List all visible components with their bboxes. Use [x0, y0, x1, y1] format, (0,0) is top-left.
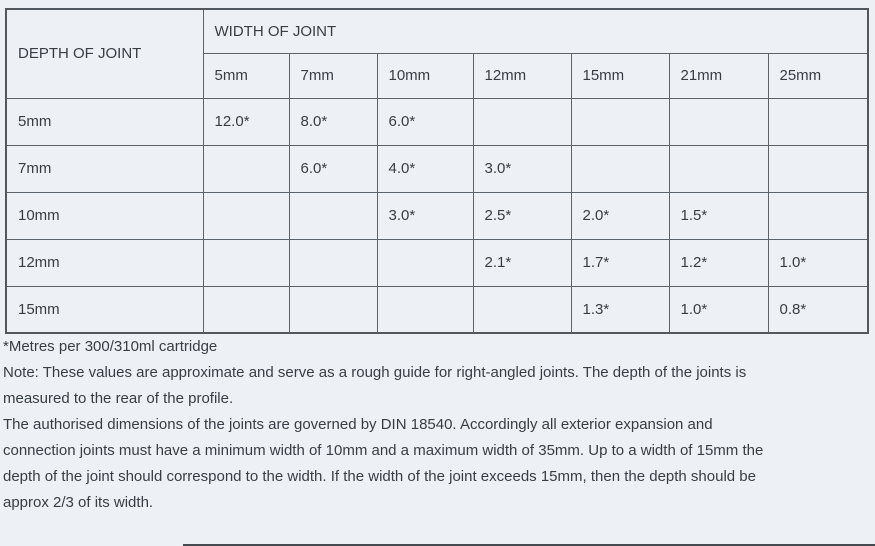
row-header-depth: 12mm: [6, 239, 203, 286]
row-header-depth: 10mm: [6, 192, 203, 239]
coverage-cell: [768, 192, 868, 239]
cartridge-footnote: *Metres per 300/310ml cartridge: [3, 338, 218, 355]
coverage-cell: [473, 286, 571, 333]
col-header-25mm: 25mm: [768, 53, 868, 98]
col-header-15mm: 15mm: [571, 53, 669, 98]
table-row: [6, 239, 868, 286]
table-row: [6, 192, 868, 239]
coverage-cell: 8.0*: [289, 98, 377, 145]
coverage-cell: 2.5*: [473, 192, 571, 239]
coverage-cell: 12.0*: [203, 98, 289, 145]
coverage-cell: [203, 286, 289, 333]
col-header-7mm: 7mm: [289, 53, 377, 98]
corner-header-depth-of-joint: DEPTH OF JOINT: [6, 9, 203, 98]
coverage-cell: [289, 192, 377, 239]
group-header-width-of-joint: WIDTH OF JOINT: [203, 9, 868, 53]
coverage-cell: 4.0*: [377, 145, 473, 192]
coverage-cell: 1.2*: [669, 239, 768, 286]
coverage-cell: 1.3*: [571, 286, 669, 333]
col-header-10mm: 10mm: [377, 53, 473, 98]
coverage-cell: [768, 98, 868, 145]
coverage-cell: [669, 98, 768, 145]
coverage-cell: [377, 286, 473, 333]
col-header-5mm: 5mm: [203, 53, 289, 98]
col-header-12mm: 12mm: [473, 53, 571, 98]
coverage-cell: [669, 145, 768, 192]
coverage-cell: 6.0*: [377, 98, 473, 145]
coverage-cell: [571, 98, 669, 145]
coverage-cell: 6.0*: [289, 145, 377, 192]
coverage-cell: 1.0*: [768, 239, 868, 286]
table-header-row-group: [6, 9, 868, 53]
coverage-cell: 2.1*: [473, 239, 571, 286]
coverage-cell: [203, 192, 289, 239]
table-row: [6, 286, 868, 333]
coverage-cell: 1.5*: [669, 192, 768, 239]
coverage-cell: 1.0*: [669, 286, 768, 333]
coverage-cell: [289, 286, 377, 333]
row-header-depth: 5mm: [6, 98, 203, 145]
row-header-depth: 7mm: [6, 145, 203, 192]
coverage-cell: 2.0*: [571, 192, 669, 239]
row-header-depth: 15mm: [6, 286, 203, 333]
coverage-cell: 3.0*: [473, 145, 571, 192]
coverage-cell: [473, 98, 571, 145]
coverage-cell: [203, 145, 289, 192]
joint-coverage-table: [5, 8, 869, 334]
table-row: [6, 98, 868, 145]
approximate-values-note: Note: These values are approximate and serve as a rough guide for right-angled joints. The depth of the joints is measured to the rear of the profile.: [3, 364, 747, 407]
notes-section: [0, 334, 875, 516]
coverage-cell: [768, 145, 868, 192]
coverage-cell: [203, 239, 289, 286]
coverage-cell: 1.7*: [571, 239, 669, 286]
coverage-cell: 3.0*: [377, 192, 473, 239]
coverage-cell: [289, 239, 377, 286]
table-row: [6, 145, 868, 192]
coverage-cell: 0.8*: [768, 286, 868, 333]
col-header-21mm: 21mm: [669, 53, 768, 98]
coverage-cell: [571, 145, 669, 192]
coverage-cell: [377, 239, 473, 286]
din-18540-note: The authorised dimensions of the joints are governed by DIN 18540. Accordingly all exterior expansion and connection joints must have a minimum width of 10mm and a maximum width of 35mm. Up to a width of 15mm the depth of the joint should correspond to the width. If the width of the joint exceeds 15mm, then the depth should be approx 2/3 of its width.: [3, 416, 764, 511]
